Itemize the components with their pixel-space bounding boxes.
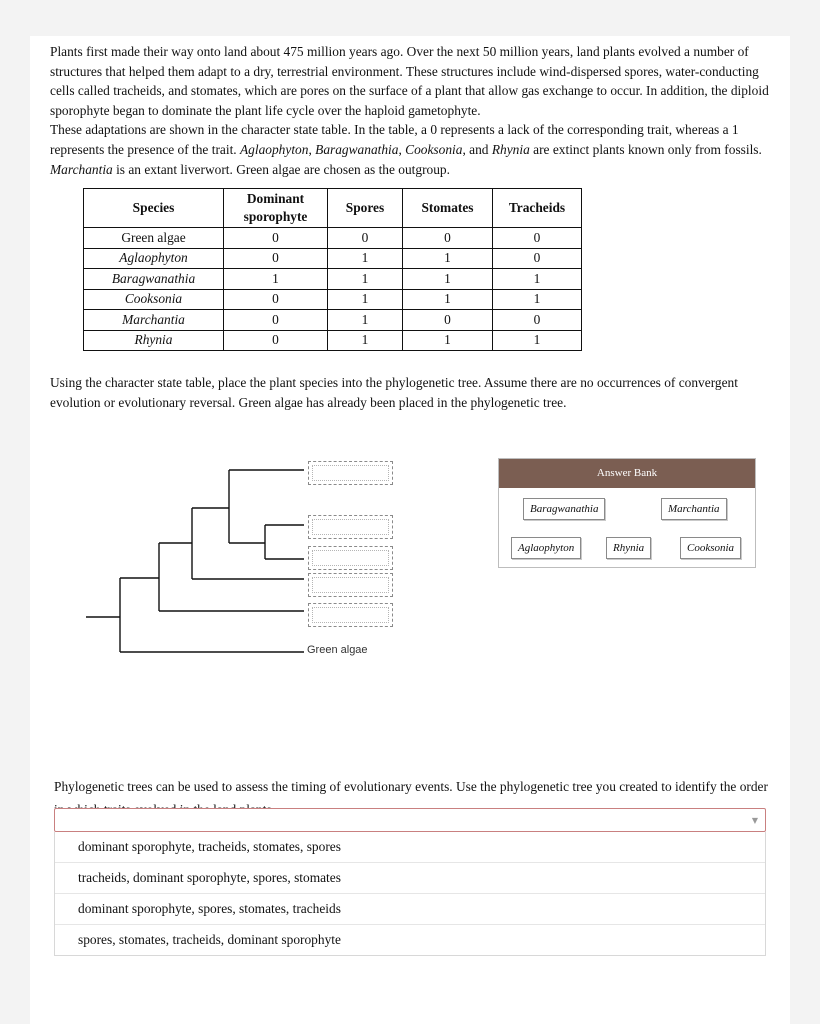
tree-drop-slot-2[interactable] [308,515,393,539]
dropdown-option[interactable]: dominant sporophyte, tracheids, stomates, spores [78,839,341,854]
chevron-down-icon: ▼ [751,816,758,825]
answer-chip-marchantia[interactable]: Marchantia [661,498,727,520]
value-cell: 0 [328,228,403,249]
value-cell: 1 [493,269,582,290]
value-cell: 1 [403,330,493,351]
phylogenetic-tree [84,455,304,660]
intro-text-run: , [398,141,406,157]
table-row [84,269,582,290]
table-row [84,228,582,249]
column-header: Spores [328,189,403,228]
table-row [84,289,582,310]
species-name: Marchantia [50,161,113,177]
intro-text-run: are extinct plants known only from fossils. [529,141,762,157]
species-cell: Baragwanathia [84,269,224,290]
tree-drop-slot-4[interactable] [308,573,393,597]
table-row [84,310,582,331]
dropdown-options-list [54,832,766,956]
dropdown-option[interactable]: dominant sporophyte, spores, stomates, tracheids [55,893,765,924]
value-cell: 1 [403,269,493,290]
species-name: Baragwanathia [315,141,399,157]
answer-chip-aglaophyton[interactable]: Aglaophyton [511,537,581,559]
value-cell: 1 [493,289,582,310]
value-cell: 0 [224,330,328,351]
value-cell: 0 [493,248,582,269]
value-cell: 0 [493,228,582,249]
value-cell: 1 [493,330,582,351]
answer-bank-title: Answer Bank [499,459,755,488]
tree-drop-slot-3[interactable] [308,546,393,570]
species-cell: Cooksonia [84,289,224,310]
column-header: Species [84,189,224,228]
character-state-table [83,188,582,351]
species-cell: Green algae [84,228,224,249]
value-cell: 1 [403,248,493,269]
intro-text-run: is an extant liverwort. Green algae are chosen as the outgroup. [112,161,450,177]
answer-chip-baragwanathia[interactable]: Baragwanathia [523,498,605,520]
value-cell: 1 [328,289,403,310]
tree-drop-slot-5[interactable] [308,603,393,627]
table-header-row [84,189,582,228]
column-header: Dominant sporophyte [224,189,328,228]
value-cell: 0 [493,310,582,331]
species-name: Cooksonia [405,141,463,157]
answer-bank [498,458,756,568]
tree-instructions: Using the character state table, place the plant species into the phylogenetic tree. Assume there are no occurrences of convergent evolution or evolutionary reversal. Green algae has already been placed in the phylogenetic tree. [50,375,738,410]
column-header: Stomates [403,189,493,228]
answer-chip-rhynia[interactable]: Rhynia [606,537,651,559]
answer-chip-cooksonia[interactable]: Cooksonia [680,537,741,559]
intro-text [50,42,775,179]
value-cell: 0 [224,228,328,249]
species-name: Aglaophyton [240,141,309,157]
value-cell: 1 [403,289,493,310]
value-cell: 1 [328,248,403,269]
species-cell: Rhynia [84,330,224,351]
species-cell: Aglaophyton [84,248,224,269]
value-cell: 0 [403,228,493,249]
dropdown-option[interactable]: tracheids, dominant sporophyte, spores, stomates [55,862,765,893]
species-name: Rhynia [491,141,530,157]
value-cell: 0 [224,289,328,310]
tree-drop-slot-1[interactable] [308,461,393,485]
column-header: Tracheids [493,189,582,228]
value-cell: 1 [224,269,328,290]
trait-order-dropdown[interactable] [54,808,766,832]
intro-text-run: These adaptations are shown in the character state table. In the table, a 0 represents a lack of the corresponding trait, whereas a 1 represents the presence of the trait. [50,122,739,157]
table-row [84,330,582,351]
outgroup-label: Green algae [307,644,368,656]
value-cell: 1 [328,310,403,331]
intro-paragraph-1: Plants first made their way onto land about 475 million years ago. Over the next 50 million years, land plants evolved a number of structures that helped them adapt to a dry, terrestrial environment. These structures include wind-dispersed spores, water-conducting cells called tracheids, and stomates, which are pores on the surface of a plant that allow gas exchange to occur. In addition, the diploid sporophyte began to dominate the plant life cycle over the haploid gametophyte. [50,44,769,118]
value-cell: 1 [328,330,403,351]
trait-order-question: Phylogenetic trees can be used to assess the timing of evolutionary events. Use the phylogenetic tree you created to identify the order [54,779,768,795]
value-cell: 0 [224,248,328,269]
dropdown-option[interactable]: spores, stomates, tracheids, dominant sporophyte [55,924,765,955]
species-cell: Marchantia [84,310,224,331]
intro-text-run: , and [462,141,492,157]
value-cell: 0 [224,310,328,331]
intro-text-run: , [308,141,316,157]
value-cell: 0 [403,310,493,331]
intro-paragraph-2 [50,120,775,179]
table-row [84,248,582,269]
value-cell: 1 [328,269,403,290]
